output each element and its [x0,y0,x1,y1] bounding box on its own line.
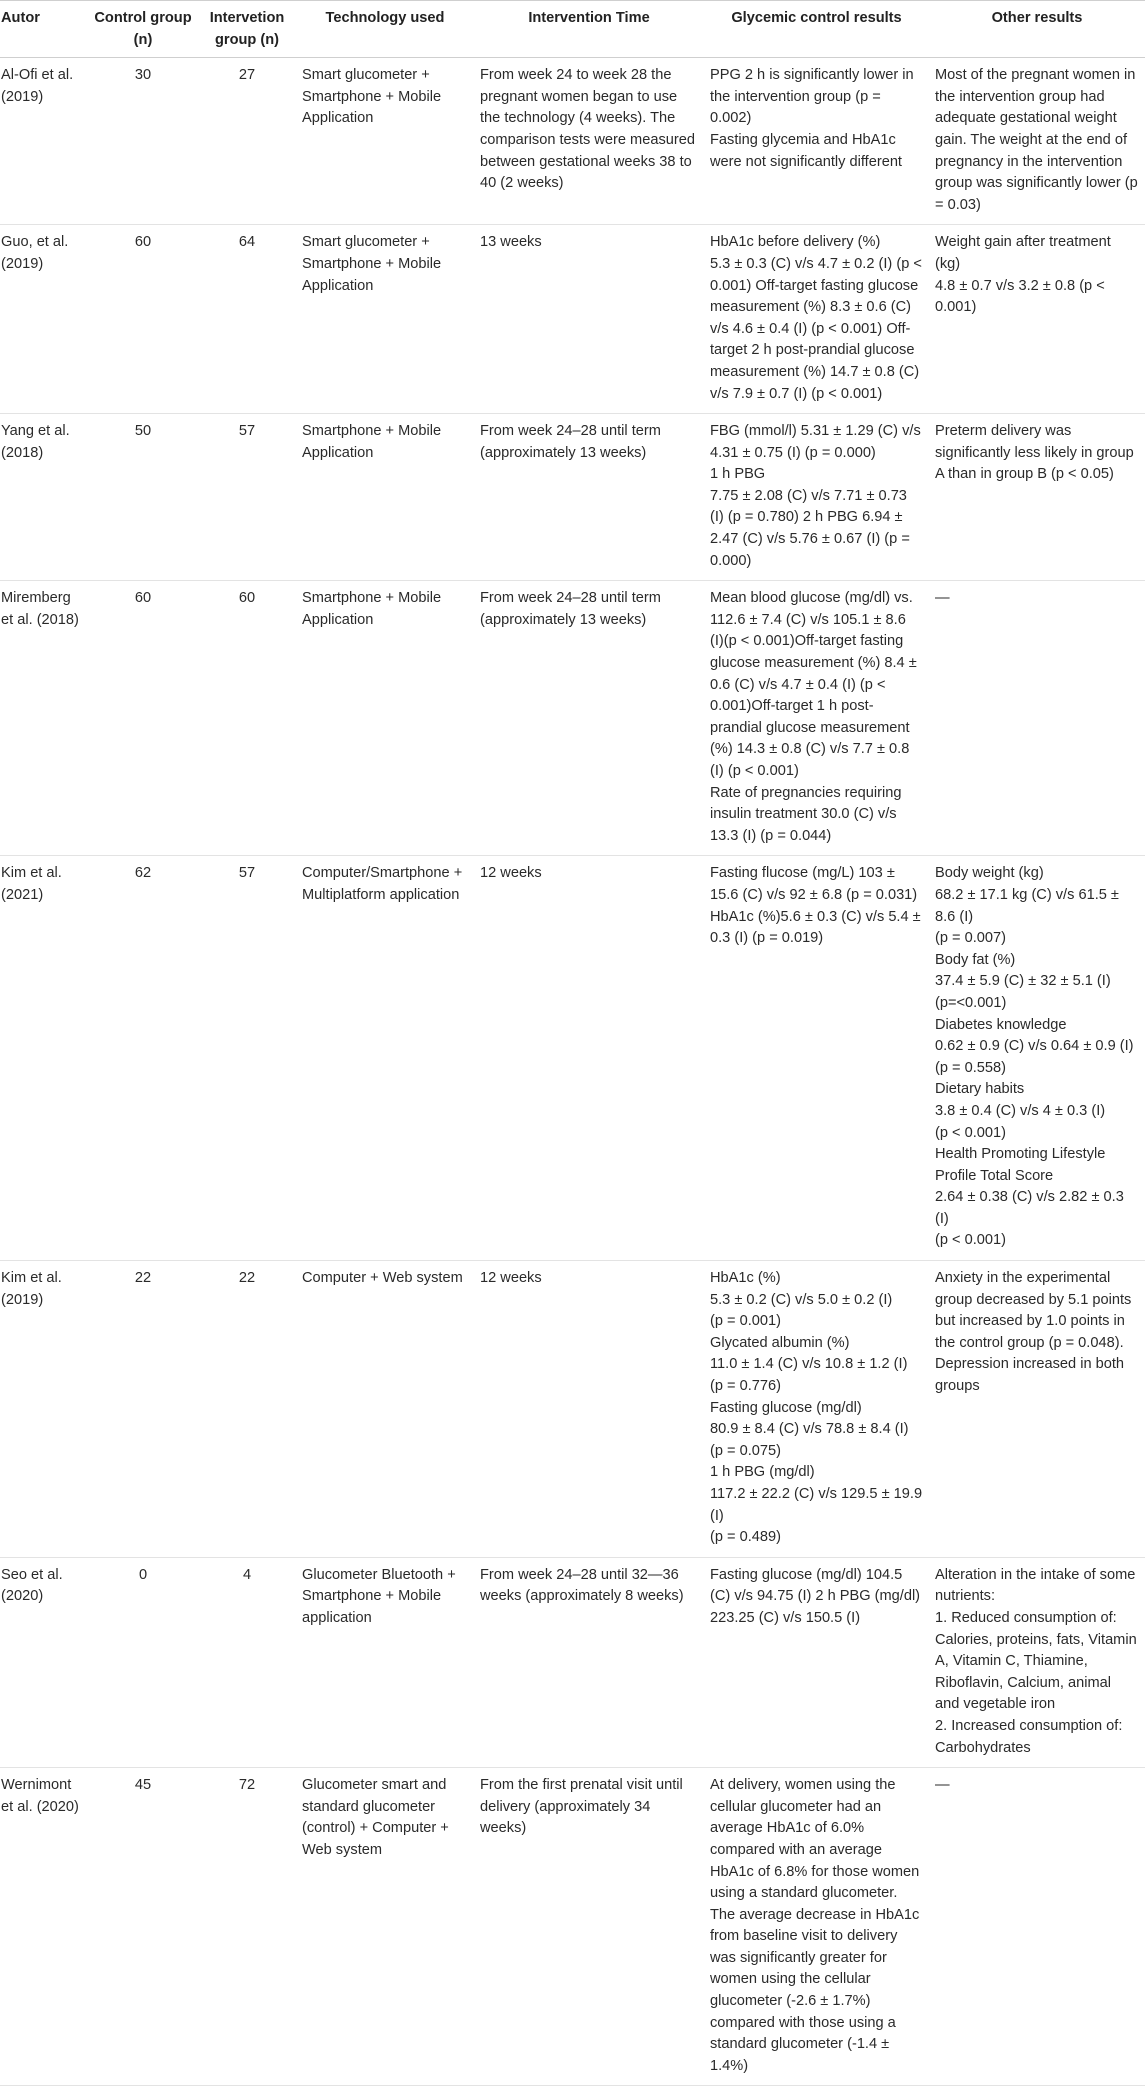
table-row [0,581,1145,856]
header-intervention-time: Intervention Time [474,1,704,58]
cell-other-results [929,1261,1145,1558]
result-line: 5.3 ± 0.3 (C) v/s 4.7 ± 0.2 (I) (p < 0.001) Off-target fasting glucose measurement (%) 8.3 ± 0.6 (C) v/s 4.6 ± 0.4 (I) (p < 0.001) Off-target 2 h post-prandial glucose measurement (%) 14.7 ± 0.8 (C) v/s 7.9 ± 0.7 (I) (p < 0.001) [710,255,922,402]
cell-intervention-time: From week 24–28 until 32—36 weeks (approximately 8 weeks) [474,1557,704,1767]
cell-intervention-n: 60 [198,581,296,856]
cell-intervention-time: From week 24–28 until term (approximately 13 weeks) [474,414,704,581]
result-line: HbA1c (%) [710,1270,781,1287]
result-line: At delivery, women using the cellular glucometer had an average HbA1c of 6.0% compared with an average HbA1c of 6.8% for those women using a standard glucometer. The average decrease in HbA1c from baseline visit to delivery was significantly greater for women using the cellular glucometer (-2.6 ± 1.7%) compared with those using a standard glucometer (-1.4 ± 1.4%) [710,1777,920,2074]
result-line: PPG 2 h is significantly lower in the intervention group (p = 0.002) [710,67,914,127]
result-line: Fasting glucose (mg/dl) [710,1399,862,1416]
result-line: FBG (mmol/l) 5.31 ± 1.29 (C) v/s 4.31 ± 0.75 (I) (p = 0.000) [710,423,921,461]
header-author: Autor [0,1,88,58]
result-line: 1 h PBG [710,466,766,483]
cell-technology: Smart glucometer + Smartphone + Mobile Application [296,58,474,225]
result-line: (p < 0.001) [935,1232,1006,1249]
cell-glycemic-results [704,225,929,414]
cell-other-results [929,1557,1145,1767]
result-line: Body weight (kg) [935,865,1044,882]
cell-technology: Computer/Smartphone + Multiplatform application [296,856,474,1261]
result-line: 4.8 ± 0.7 v/s 3.2 ± 0.8 (p < 0.001) [935,277,1105,316]
result-line: 2. Increased consumption of: Carbohydrates [935,1717,1123,1756]
cell-intervention-time: 12 weeks [474,856,704,1261]
cell-author: Wernimont et al. (2020) [0,1768,88,2086]
result-line: (p = 0.007) [935,930,1006,947]
cell-glycemic-results [704,58,929,225]
cell-control-n: 22 [88,1261,198,1558]
cell-intervention-n: 57 [198,856,296,1261]
cell-intervention-time: From the first prenatal visit until delivery (approximately 34 weeks) [474,1768,704,2086]
cell-glycemic-results [704,1768,929,2086]
cell-intervention-time: From week 24 to week 28 the pregnant women began to use the technology (4 weeks). The comparison tests were measured between gestational weeks 38 to 40 (2 weeks) [474,58,704,225]
result-line: Mean blood glucose (mg/dl) vs. 112.6 ± 7.4 (C) v/s 105.1 ± 8.6 (I)(p < 0.001)Off-target fasting glucose measurement (%) 8.4 ± 0.6 (C) v/s 4.7 ± 0.4 (I) (p < 0.001)Off-target 1 h post-prandial glucose measurement (%) 14.3 ± 0.8 (C) v/s 7.7 ± 0.8 (I) (p < 0.001) [710,590,917,779]
result-line: Weight gain after treatment (kg) [935,234,1111,272]
cell-technology: Smart glucometer + Smartphone + Mobile Application [296,225,474,414]
result-line: Diabetes knowledge [935,1016,1067,1033]
cell-other-results [929,414,1145,581]
table-row [0,1557,1145,1767]
table-row [0,1261,1145,1558]
table-row [0,414,1145,581]
result-line: Health Promoting Lifestyle Profile Total Score [935,1146,1106,1184]
result-line: — [935,590,950,607]
result-line: Most of the pregnant women in the intervention group had adequate gestational weight gain. The weight at the end of pregnancy in the intervention group was significantly lower (p = 0.03) [935,67,1138,213]
cell-intervention-time: 13 weeks [474,225,704,414]
cell-intervention-time: From week 24–28 until term (approximately 13 weeks) [474,581,704,856]
cell-control-n: 0 [88,1557,198,1767]
result-line: 1 h PBG (mg/dl) [710,1464,815,1481]
cell-intervention-n: 64 [198,225,296,414]
cell-technology: Glucometer Bluetooth + Smartphone + Mobile application [296,1557,474,1767]
result-line: (p = 0.075) [710,1442,781,1459]
cell-technology: Smartphone + Mobile Application [296,414,474,581]
result-line: Fasting glycemia and HbA1c were not significantly different [710,131,902,170]
header-row [0,1,1145,58]
result-line: (p < 0.001) [935,1124,1006,1141]
result-line: 11.0 ± 1.4 (C) v/s 10.8 ± 1.2 (I) [710,1356,908,1373]
result-line: (p = 0.489) [710,1529,781,1546]
cell-glycemic-results [704,1261,929,1558]
cell-control-n: 50 [88,414,198,581]
result-line: 3.8 ± 0.4 (C) v/s 4 ± 0.3 (I) [935,1102,1106,1119]
result-line: 80.9 ± 8.4 (C) v/s 78.8 ± 8.4 (I) [710,1421,909,1438]
result-line: 1. Reduced consumption of: Calories, proteins, fats, Vitamin A, Vitamin C, Thiamine, Riboflavin, Calcium, animal and vegetable iron [935,1609,1137,1713]
cell-glycemic-results [704,581,929,856]
header-control-group: Control group (n) [88,1,198,58]
table-row [0,58,1145,225]
cell-intervention-n: 4 [198,1557,296,1767]
result-line: Anxiety in the experimental group decreased by 5.1 points but increased by 1.0 points in the control group (p = 0.048). Depression increased in both groups [935,1270,1132,1395]
result-line: — [935,1777,950,1794]
result-line: 5.3 ± 0.2 (C) v/s 5.0 ± 0.2 (I) [710,1291,893,1308]
result-line: Alteration in the intake of some nutrients: [935,1566,1136,1605]
cell-control-n: 60 [88,581,198,856]
cell-author: Seo et al. (2020) [0,1557,88,1767]
result-line: Fasting glucose (mg/dl) 104.5 (C) v/s 94.75 (I) 2 h PBG (mg/dl) 223.25 (C) v/s 150.5 (I) [710,1566,921,1626]
cell-control-n: 30 [88,58,198,225]
result-line: (p=<0.001) [935,994,1007,1011]
cell-other-results [929,225,1145,414]
cell-other-results [929,58,1145,225]
result-line: 7.75 ± 2.08 (C) v/s 7.71 ± 0.73 (I) (p = 0.780) 2 h PBG 6.94 ± 2.47 (C) v/s 5.76 ± 0.67 (I) (p = 0.000) [710,487,910,569]
table-body [0,58,1145,2086]
result-line: 0.62 ± 0.9 (C) v/s 0.64 ± 0.9 (I) [935,1038,1134,1055]
cell-author: Guo, et al. (2019) [0,225,88,414]
header-glycemic-results: Glycemic control results [704,1,929,58]
cell-glycemic-results [704,856,929,1261]
cell-other-results [929,1768,1145,2086]
result-line: 37.4 ± 5.9 (C) ± 32 ± 5.1 (I) [935,973,1111,990]
header-other-results: Other results [929,1,1145,58]
cell-author: Al-Ofi et al. (2019) [0,58,88,225]
result-line: Preterm delivery was significantly less likely in group A than in group B (p < 0.05) [935,423,1134,483]
result-line: (p = 0.001) [710,1313,781,1330]
cell-author: Kim et al. (2021) [0,856,88,1261]
table-row [0,1768,1145,2086]
cell-author: Miremberg et al. (2018) [0,581,88,856]
result-line: Body fat (%) [935,951,1016,968]
cell-intervention-time: 12 weeks [474,1261,704,1558]
cell-other-results [929,581,1145,856]
result-line: (p = 0.558) [935,1059,1006,1076]
result-line: 2.64 ± 0.38 (C) v/s 2.82 ± 0.3 (I) [935,1189,1124,1227]
cell-technology: Glucometer smart and standard glucometer (control) + Computer + Web system [296,1768,474,2086]
cell-intervention-n: 57 [198,414,296,581]
cell-control-n: 62 [88,856,198,1261]
cell-author: Yang et al. (2018) [0,414,88,581]
result-line: (p = 0.776) [710,1378,781,1395]
result-line: Fasting flucose (mg/L) 103 ± 15.6 (C) v/s 92 ± 6.8 (p = 0.031) HbA1c (%)5.6 ± 0.3 (C) v/s 5.4 ± 0.3 (I) (p = 0.019) [710,865,921,947]
cell-technology: Computer + Web system [296,1261,474,1558]
result-line: 117.2 ± 22.2 (C) v/s 129.5 ± 19.9 (I) [710,1486,923,1524]
result-line: HbA1c before delivery (%) [710,234,881,251]
header-technology: Technology used [296,1,474,58]
cell-glycemic-results [704,414,929,581]
result-line: Rate of pregnancies requiring insulin treatment 30.0 (C) v/s 13.3 (I) (p = 0.044) [710,784,902,844]
table-row [0,856,1145,1261]
result-line: Dietary habits [935,1081,1025,1098]
cell-control-n: 45 [88,1768,198,2086]
cell-author: Kim et al. (2019) [0,1261,88,1558]
cell-glycemic-results [704,1557,929,1767]
cell-intervention-n: 72 [198,1768,296,2086]
result-line: Glycated albumin (%) [710,1334,850,1351]
header-intervention-group: Intervetion group (n) [198,1,296,58]
cell-other-results [929,856,1145,1261]
cell-intervention-n: 27 [198,58,296,225]
cell-intervention-n: 22 [198,1261,296,1558]
cell-technology: Smartphone + Mobile Application [296,581,474,856]
table-row [0,225,1145,414]
result-line: 68.2 ± 17.1 kg (C) v/s 61.5 ± 8.6 (I) [935,886,1119,925]
cell-control-n: 60 [88,225,198,414]
